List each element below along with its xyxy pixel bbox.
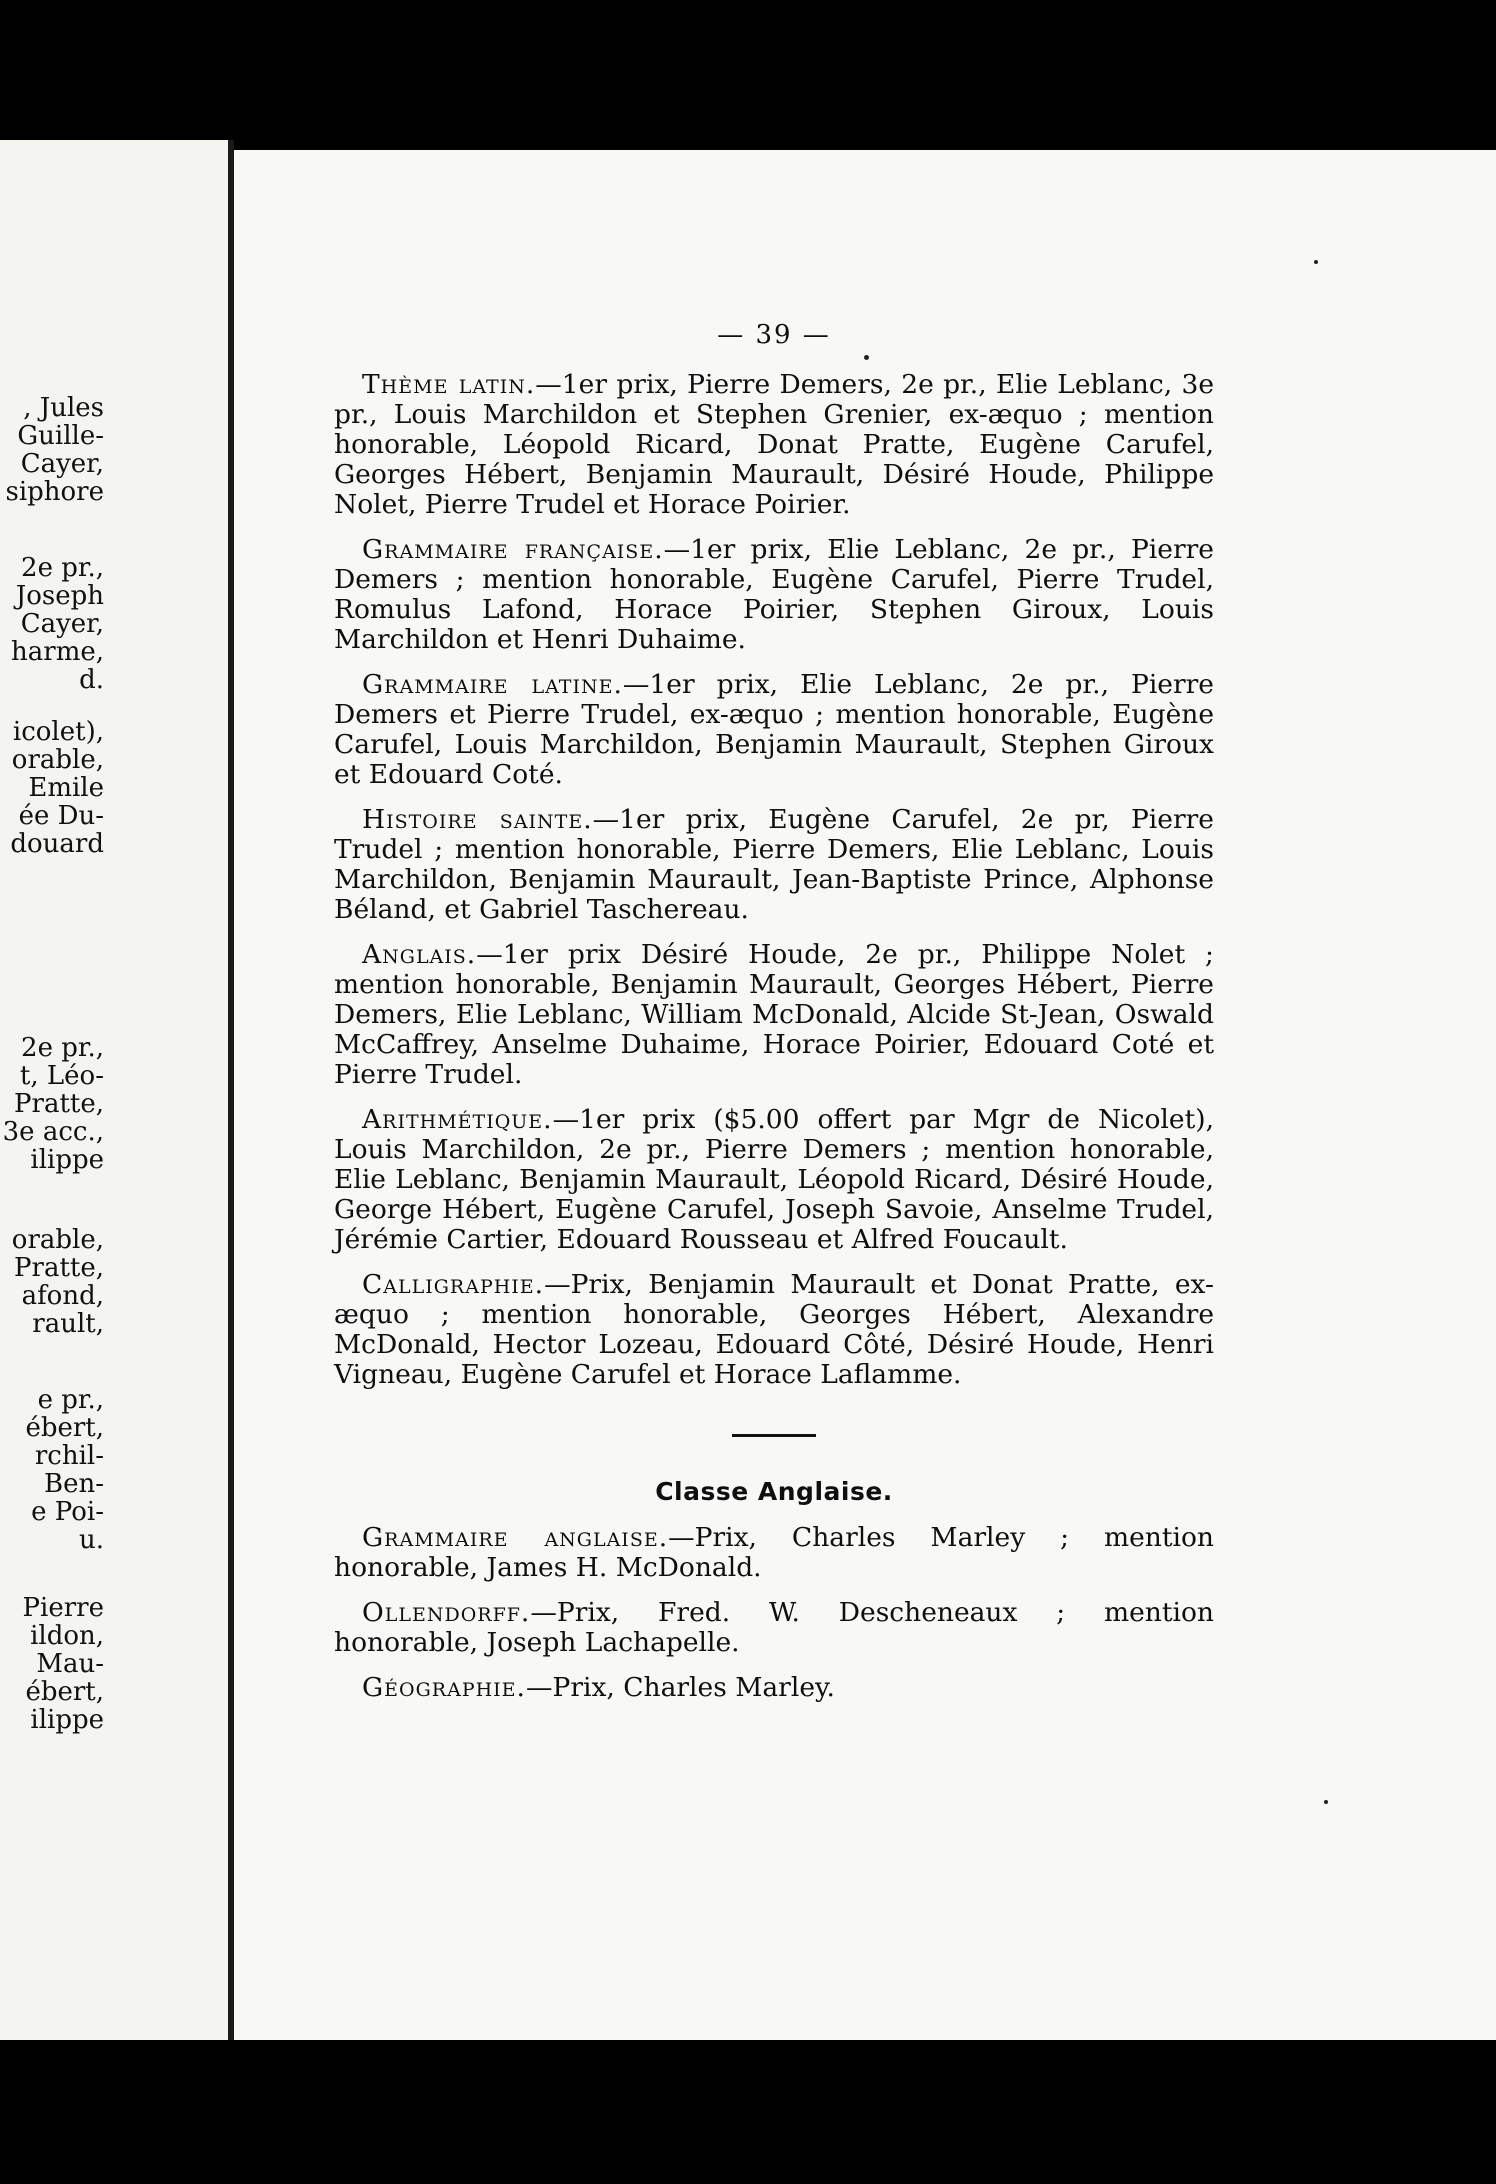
left-page-text-fragment: ébert, [25,1413,104,1443]
left-page-text-fragment: harme, [11,637,104,667]
prize-paragraph-calligraphie [334,1270,1214,1390]
prize-paragraph-ollendorff [334,1598,1214,1658]
left-page-text-fragment: 2e pr., [21,553,104,583]
left-page-text-fragment: Ben- [43,1469,104,1499]
subject-label: Grammaire latine. [362,669,623,700]
left-page-text-fragment: Pratte, [14,1253,104,1283]
section-divider [732,1434,816,1437]
right-page [234,150,1496,2040]
subject-label: Arithmétique. [362,1104,553,1135]
paragraph-text: —Prix, Fred. W. Descheneaux ; mention honorable, Joseph Lachapelle. [334,1597,1214,1658]
left-page-text-fragment: icolet), [12,717,104,747]
ink-speck [1324,1800,1328,1804]
left-page-text-fragment: Guille- [17,421,104,451]
paragraph-text: —Prix, Benjamin Maurault et Donat Pratte, ex-æquo ; mention honorable, Georges Hébert, Alexandre McDonald, Hector Lozeau, Edouard Côté, Désiré Houde, Henri Vigneau, Eugène Carufel et Horace Laflamme. [334,1269,1214,1390]
left-page-text-fragment: Emile [28,773,104,803]
ink-speck [1314,260,1318,264]
prize-paragraph-arithmetique [334,1105,1214,1255]
left-page-text-fragment: Mau- [36,1649,104,1679]
left-page-text-fragment: ée Du- [18,801,104,831]
left-page-text-fragment: ildon, [30,1621,104,1651]
prize-paragraph-theme-latin [334,370,1214,520]
left-page-text-fragment: Joseph [15,581,104,611]
paragraph-text: —1er prix ($5.00 offert par Mgr de Nicolet), Louis Marchildon, 2e pr., Pierre Demers ; mention honorable, Elie Leblanc, Benjamin Maurault, Léopold Ricard, Désiré Houde, George Hébert, Eugène Carufel, Joseph Savoie, Anselme Trudel, Jérémie Cartier, Edouard Rousseau et Alfred Foucault. [334,1104,1214,1255]
prize-paragraph-grammaire-francaise [334,535,1214,655]
left-page-text-fragment: Cayer, [20,609,104,639]
left-page-text-fragment: ilippe [30,1705,104,1735]
left-page-text-fragment: e pr., [37,1385,104,1415]
subject-label: Ollendorff. [362,1597,531,1628]
paragraph-text: —1er prix, Pierre Demers, 2e pr., Elie Leblanc, 3e pr., Louis Marchildon et Stephen Grenier, ex-æquo ; mention honorable, Léopold Ricard, Donat Pratte, Eugène Carufel, Georges Hébert, Benjamin Maurault, Désiré Houde, Philippe Nolet, Pierre Trudel et Horace Poirier. [334,369,1214,520]
page-content [334,320,1214,1718]
left-page-text-fragment: 3e acc., [2,1117,104,1147]
subject-label: Histoire sainte. [362,804,593,835]
left-page-text-fragment: afond, [21,1281,104,1311]
subject-label: Anglais. [362,939,477,970]
left-page-text-fragment: orable, [11,745,104,775]
paragraph-text: —Prix, Charles Marley. [525,1672,835,1703]
left-page-text-fragment: Pierre [22,1593,104,1623]
ink-speck [864,355,869,360]
left-page-fragment [0,140,228,2040]
left-page-text-fragment: ilippe [30,1145,104,1175]
paragraph-text: —1er prix, Elie Leblanc, 2e pr., Pierre Demers ; mention honorable, Eugène Carufel, Pierre Trudel, Romulus Lafond, Horace Poirier, Stephen Giroux, Louis Marchildon et Henri Duhaime. [334,534,1214,655]
left-page-text-fragment: t, Léo- [19,1061,104,1091]
paragraph-text: —Prix, Charles Marley ; mention honorable, James H. McDonald. [334,1522,1215,1583]
left-page-text-fragment: , Jules [23,393,104,423]
left-page-text-fragment: 2e pr., [21,1033,104,1063]
paragraph-text: —1er prix, Eugène Carufel, 2e pr, Pierre Trudel ; mention honorable, Pierre Demers, Elie Leblanc, Louis Marchildon, Benjamin Maurault, Jean-Baptiste Prince, Alphonse Béland, et Gabriel Taschereau. [334,804,1214,925]
section-title: Classe Anglaise. [655,1477,893,1506]
left-page-text-fragment: orable, [11,1225,104,1255]
subject-label: Calligraphie. [362,1269,545,1300]
left-page-text-fragment: Cayer, [20,449,104,479]
prize-paragraph-anglais [334,940,1214,1090]
paragraph-text: —1er prix Désiré Houde, 2e pr., Philippe Nolet ; mention honorable, Benjamin Maurault, Georges Hébert, Pierre Demers, Elie Leblanc, William McDonald, Alcide St-Jean, Oswald McCaffrey, Anselme Duhaime, Horace Poirier, Edouard Coté et Pierre Trudel. [334,939,1214,1090]
left-page-text-fragment: e Poi- [31,1497,104,1527]
paragraph-text: —1er prix, Elie Leblanc, 2e pr., Pierre Demers et Pierre Trudel, ex-æquo ; mention honorable, Eugène Carufel, Louis Marchildon, Benjamin Maurault, Stephen Giroux et Edouard Coté. [334,669,1214,790]
prize-paragraph-histoire-sainte [334,805,1214,925]
prize-paragraph-grammaire-anglaise [334,1523,1214,1583]
page-number: — 39 — [717,320,831,350]
prize-paragraph-geographie [334,1673,1214,1703]
subject-label: Grammaire anglaise. [362,1522,669,1553]
left-page-text-fragment: Pratte, [14,1089,104,1119]
left-page-text-fragment: rchil- [34,1441,104,1471]
subject-label: Grammaire française. [362,534,664,565]
prize-paragraph-grammaire-latine [334,670,1214,790]
subject-label: Géographie. [362,1672,526,1703]
left-page-text-fragment: siphore [5,477,104,507]
left-page-text-fragment: d. [79,665,104,695]
left-page-text-fragment: rault, [32,1309,104,1339]
left-page-text-fragment: douard [10,829,104,859]
left-page-text-fragment: u. [78,1525,104,1555]
subject-label: Thème latin. [362,369,536,400]
left-page-text-fragment: ébert, [25,1677,104,1707]
